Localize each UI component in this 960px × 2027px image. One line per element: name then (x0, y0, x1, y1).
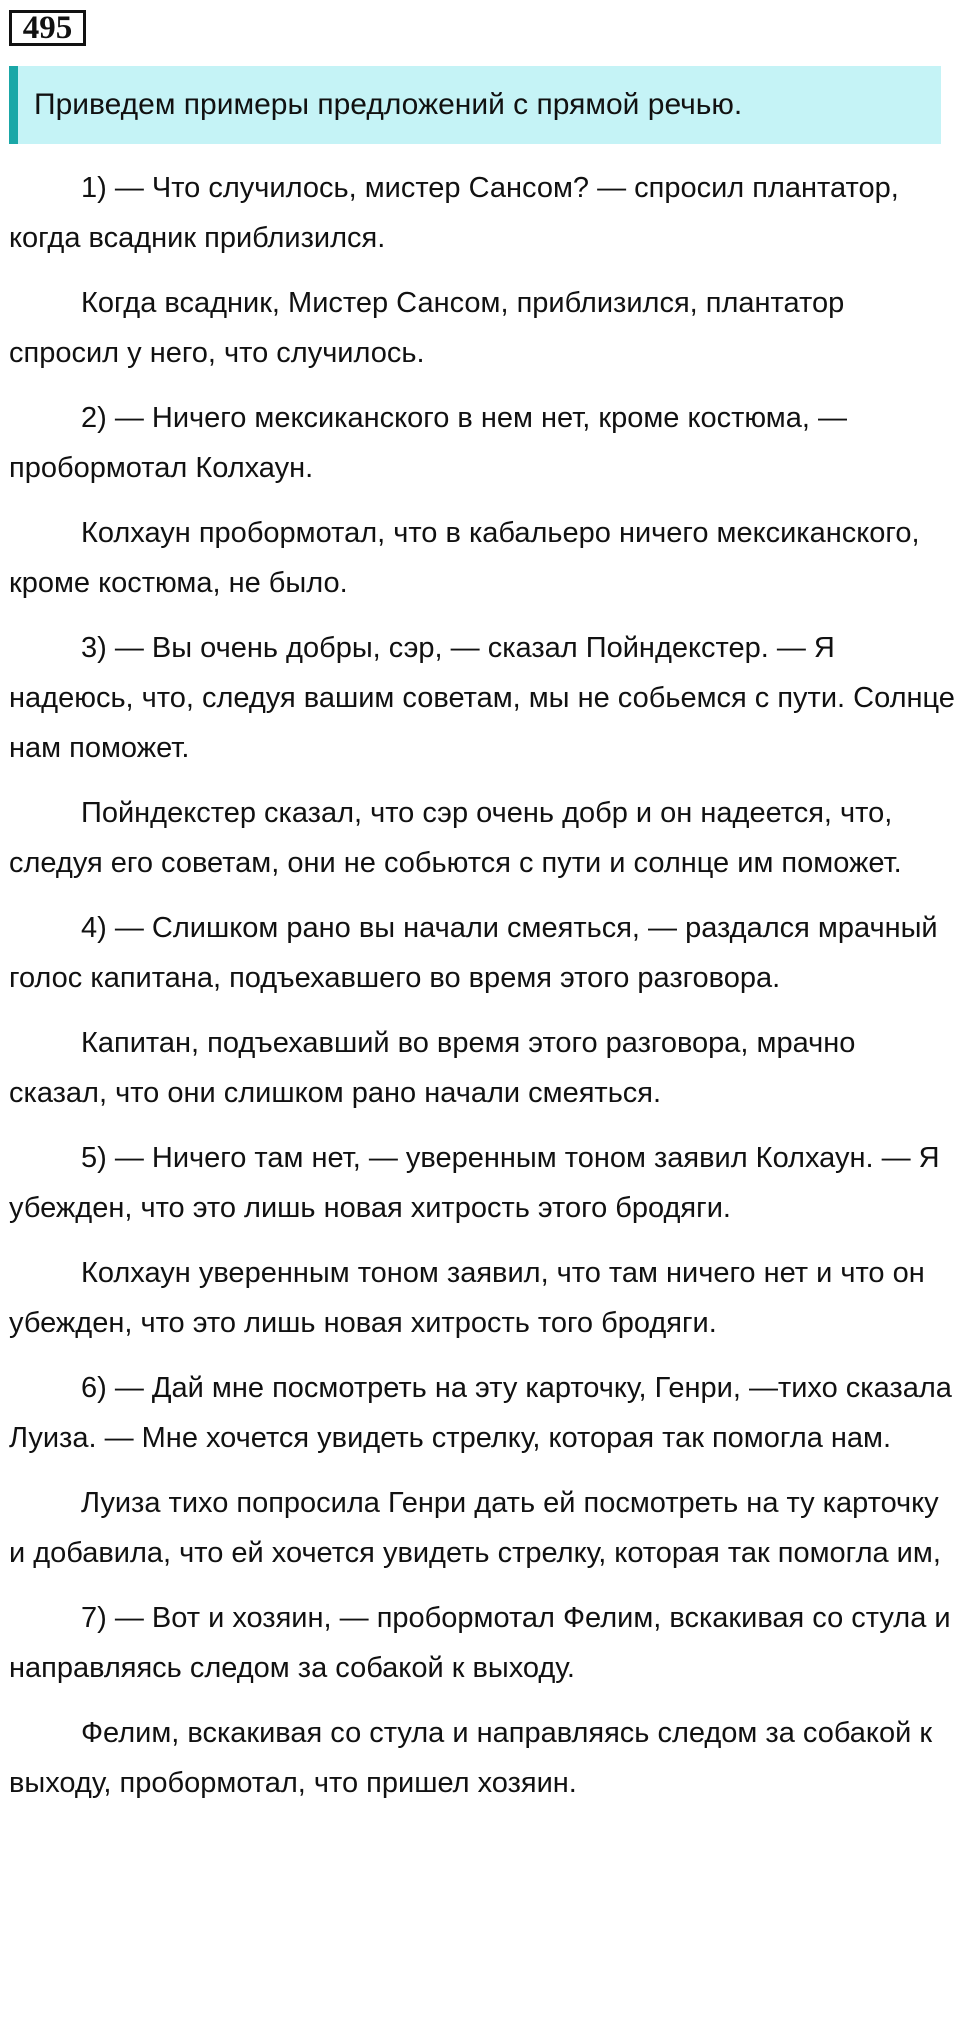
answer-content (9, 163, 955, 1823)
paragraph-example-6-direct: 6) — Дай мне посмотреть на эту карточку, Генри, —тихо сказала Луиза. — Мне хочется увидеть стрелку, которая так помогла нам. (9, 1372, 952, 1454)
paragraph-example-2-direct: 2) — Ничего мексиканского в нем нет, кроме костюма, — пробормотал Колхаун. (9, 402, 847, 484)
paragraph-example-5-indirect: Колхаун уверенным тоном заявил, что там ничего нет и что он убежден, что это лишь новая хитрость того бродяги. (9, 1257, 925, 1339)
paragraph-example-7-direct: 7) — Вот и хозяин, — пробормотал Фелим, вскакивая со стула и направляясь следом за собакой к выходу. (9, 1602, 951, 1684)
task-text: Приведем примеры предложений с прямой речью. (34, 88, 743, 121)
paragraph-example-5-direct: 5) — Ничего там нет, — уверенным тоном заявил Колхаун. — Я убежден, что это лишь новая хитрость этого бродяги. (9, 1142, 940, 1224)
exercise-number: 495 (9, 10, 86, 46)
paragraph-example-1-direct: 1) — Что случилось, мистер Сансом? — спросил плантатор, когда всадник приблизился. (9, 172, 899, 254)
paragraph-example-3-direct: 3) — Вы очень добры, сэр, — сказал Пойндекстер. — Я надеюсь, что, следуя вашим советам, мы не собьемся с пути. Солнце нам поможет. (9, 632, 955, 764)
paragraph-example-4-indirect: Капитан, подъехавший во время этого разговора, мрачно сказал, что они слишком рано начали смеяться. (9, 1027, 856, 1109)
paragraph-example-3-indirect: Пойндекстер сказал, что сэр очень добр и он надеется, что, следуя его советам, они не собьются с пути и солнце им поможет. (9, 797, 902, 879)
task-banner (9, 66, 941, 144)
paragraph-example-7-indirect: Фелим, вскакивая со стула и направляясь следом за собакой к выходу, пробормотал, что пришел хозяин. (9, 1717, 933, 1799)
paragraph-example-2-indirect: Колхаун пробормотал, что в кабальеро ничего мексиканского, кроме костюма, не было. (9, 517, 920, 599)
paragraph-example-4-direct: 4) — Слишком рано вы начали смеяться, — раздался мрачный голос капитана, подъехавшего во время этого разговора. (9, 912, 938, 994)
paragraph-example-6-indirect: Луиза тихо попросила Генри дать ей посмотреть на ту карточку и добавила, что ей хочется увидеть стрелку, которая так помогла им, (9, 1487, 941, 1569)
paragraph-example-1-indirect: Когда всадник, Мистер Сансом, приблизился, плантатор спросил у него, что случилось. (9, 287, 845, 369)
